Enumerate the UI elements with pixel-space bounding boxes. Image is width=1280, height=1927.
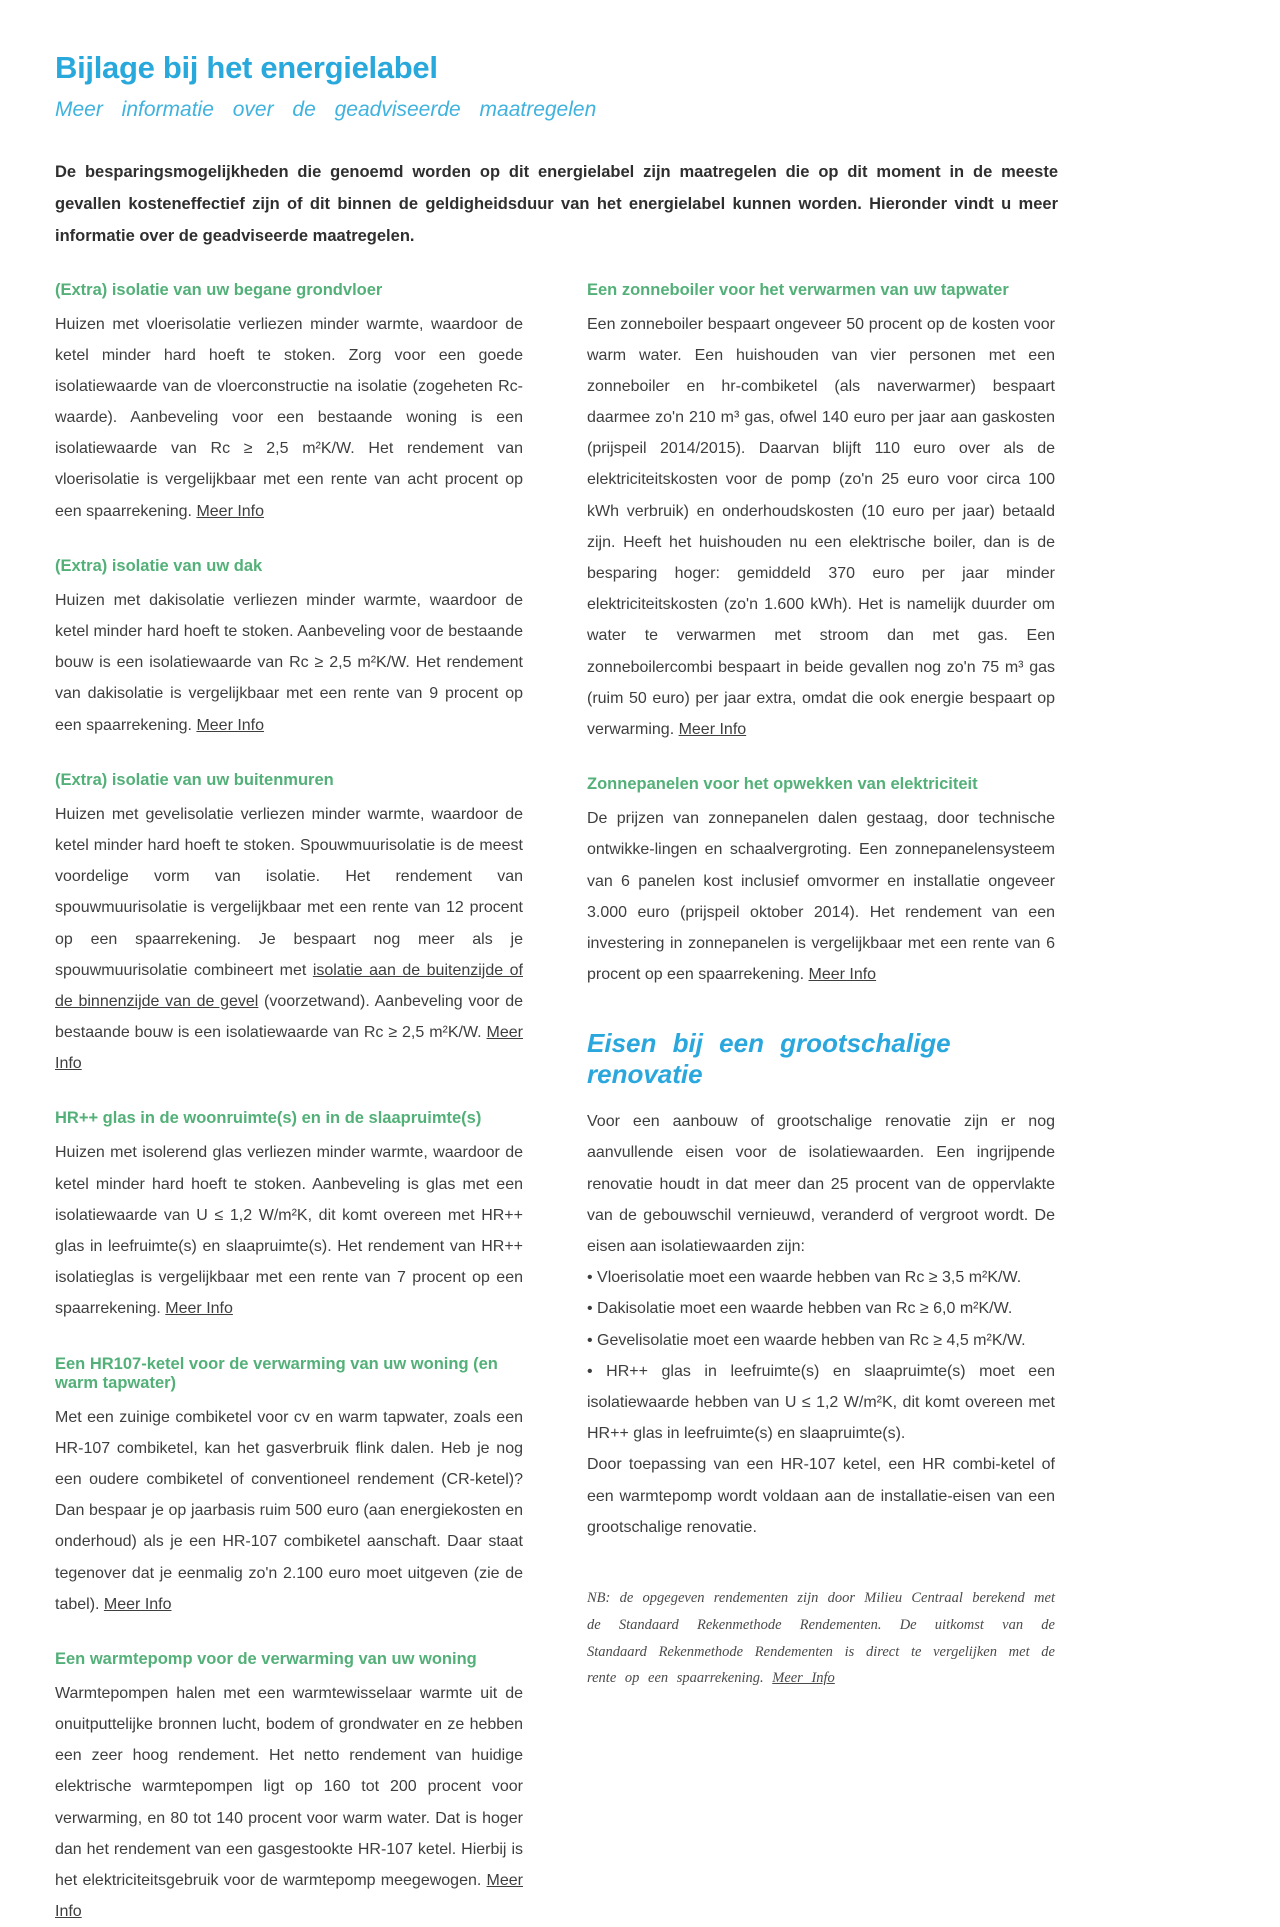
section-hr-glass bbox=[55, 1109, 523, 1324]
section-floor-insulation bbox=[55, 281, 523, 527]
page-subtitle: Meer informatie over de geadviseerde maatregelen bbox=[55, 98, 597, 121]
section-body bbox=[55, 1402, 523, 1620]
more-info-link[interactable]: Meer Info bbox=[165, 1300, 233, 1318]
body-text: Met een zuinige combiketel voor cv en warm tapwater, zoals een HR-107 combiketel, kan het gasverbruik flink dalen. Heb je nog een oudere combiketel of conventioneel rendement (CR-ketel)? Dan bespaar je op jaarbasis ruim 500 euro (aan energiekosten en onderhoud) als je een HR-107 combiketel aanschaft. Daar staat tegenover dat je eenmalig zo'n 2.100 euro moet uitgeven (zie de tabel). bbox=[55, 1408, 523, 1613]
section-heading: (Extra) isolatie van uw begane grondvloer bbox=[55, 280, 383, 299]
section-heading: HR++ glas in de woonruimte(s) en in de slaapruimte(s) bbox=[55, 1109, 482, 1128]
nb-footnote bbox=[587, 1585, 1055, 1692]
section-solar-panels bbox=[587, 775, 1055, 990]
section-solar-boiler bbox=[587, 281, 1055, 746]
section-body bbox=[55, 1678, 523, 1927]
renovation-bullet-floor: • Vloerisolatie moet een waarde hebben van Rc ≥ 3,5 m²K/W. bbox=[587, 1269, 1022, 1287]
body-text: Warmtepompen halen met een warmtewisselaar warmte uit de onuitputtelijke bronnen lucht, bodem of grondwater en ze hebben een zeer hoog rendement. Het netto rendement van huidige elektrische warmtepompen ligt op 160 tot 200 procent voor verwarming, en 80 tot 140 procent voor warm water. Dat is hoger dan het rendement van een gasgestookte HR-107 ketel. Hierbij is het elektriciteitsgebruik voor de warmtepomp meegewogen. bbox=[55, 1684, 523, 1890]
more-info-link[interactable]: Meer Info bbox=[196, 716, 265, 734]
section-heading: Een HR107-ketel voor de verwarming van uw woning (en warm tapwater) bbox=[55, 1354, 498, 1392]
section-body bbox=[55, 799, 523, 1080]
more-info-link[interactable]: Meer Info bbox=[808, 966, 877, 984]
section-body bbox=[587, 803, 1055, 990]
body-text: Een zonneboiler bespaart ongeveer 50 procent op de kosten voor warm water. Een huishouden van vier personen met een zonneboiler en hr-combiketel (als naverwarmer) bespaart daarmee zo'n 210 m³ gas, ofwel 140 euro per jaar aan gaskosten (prijspeil 2014/2015). Daarvan blijft 110 euro over als de elektriciteitskosten voor de pomp (zo'n 25 euro voor circa 100 kWh verbruik) en onderhoudskosten (10 euro per jaar) betaald zijn. Heeft het huishouden nu een elektrische boiler, dan is de besparing hoger: gemiddeld 370 euro per jaar minder elektriciteitskosten (zo'n 1.600 kWh). Het is namelijk duurder om water te verwarmen met stroom dan met gas. Een zonneboilercombi bespaart in beide gevallen nog zo'n 75 m³ gas (ruim 50 euro) per jaar extra, omdat die ook energie bespaart op verwarming. bbox=[587, 315, 1055, 738]
two-column-layout bbox=[55, 281, 1058, 1927]
more-info-link[interactable]: Meer Info bbox=[103, 1595, 172, 1613]
right-column bbox=[587, 281, 1055, 1927]
section-body bbox=[55, 1137, 523, 1324]
body-text: (voorzetwand). Aanbeveling voor de bestaande bouw is een isolatiewaarde van Rc ≥ 2,5 m²K/W. bbox=[55, 992, 523, 1042]
renovation-bullet-glass: • HR++ glas in leefruimte(s) en slaapruimte(s) moet een isolatiewaarde hebben van U ≤ 1,2 W/m²K, dit komt overeen met HR++ glas in leefruimte(s) en slaapruimte(s). bbox=[587, 1362, 1055, 1443]
more-info-link[interactable]: Meer Info bbox=[678, 720, 747, 738]
nb-text: NB: de opgegeven rendementen zijn door Milieu Centraal berekend met de Standaard Rekenmethode Rendementen. De uitkomst van de Standaard Rekenmethode Rendementen is direct te vergelijken met de rente op een spaarrekening. bbox=[587, 1589, 1055, 1687]
left-column bbox=[55, 281, 523, 1927]
section-body bbox=[55, 309, 523, 527]
body-text: Huizen met vloerisolatie verliezen minder warmte, waardoor de ketel minder hard hoeft te stoken. Zorg voor een goede isolatiewaarde van de vloerconstructie na isolatie (zogeheten Rc-waarde). Aanbeveling voor een bestaande woning is een isolatiewaarde van Rc ≥ 2,5 m²K/W. Het rendement van vloerisolatie is vergelijkbaar met een rente van acht procent op een spaarrekening. bbox=[55, 315, 523, 520]
section-heading: (Extra) isolatie van uw dak bbox=[55, 556, 263, 575]
section-heat-pump bbox=[55, 1650, 523, 1927]
more-info-link[interactable]: Meer Info bbox=[55, 1024, 523, 1073]
renovation-outro: Door toepassing van een HR-107 ketel, een HR combi-ketel of een warmtepomp wordt voldaan aan de installatie-eisen van een grootschalige renovatie. bbox=[587, 1456, 1055, 1536]
section-heading: (Extra) isolatie van uw buitenmuren bbox=[55, 770, 334, 789]
renovation-intro: Voor een aanbouw of grootschalige renovatie zijn er nog aanvullende eisen voor de isolatiewaarden. Een ingrijpende renovatie houdt in dat meer dan 25 procent van de oppervlakte van de gebouwschil vernieuwd, veranderd of vergroot wordt. De eisen aan isolatiewaarden zijn: bbox=[587, 1113, 1055, 1256]
section-renovation-requirements bbox=[587, 1028, 1055, 1543]
body-text: De prijzen van zonnepanelen dalen gestaag, door technische ontwikke-lingen en schaalvergroting. Een zonnepanelensysteem van 6 panelen kost inclusief omvormer en installatie ongeveer 3.000 euro (prijspeil oktober 2014). Het rendement van een investering in zonnepanelen is vergelijkbaar met een rente van 6 procent op een spaarrekening. bbox=[587, 810, 1055, 984]
body-text: Huizen met gevelisolatie verliezen minder warmte, waardoor de ketel minder hard hoeft te stoken. Spouwmuurisolatie is de meest voordelige vorm van isolatie. Het rendement van spouwmuurisolatie is vergelijkbaar met een rente van 12 procent op een spaarrekening. Je bespaart nog meer als je spouwmuurisolatie combineert met bbox=[55, 805, 523, 979]
section-wall-insulation bbox=[55, 771, 523, 1080]
section-heading: Een zonneboiler voor het verwarmen van uw tapwater bbox=[587, 280, 1009, 299]
section-hr107-boiler bbox=[55, 1355, 523, 1620]
inline-link[interactable]: isolatie aan de buitenzijde of de binnenzijde van de gevel bbox=[55, 961, 523, 1010]
section-body bbox=[55, 585, 523, 741]
body-text: Huizen met isolerend glas verliezen minder warmte, waardoor de ketel minder hard hoeft te stoken. Aanbeveling is glas met een isolatiewaarde van U ≤ 1,2 W/m²K, dit komt overeen met HR++ glas in leefruimte(s) en slaapruimte(s). Het rendement van HR++ isolatieglas is vergelijkbaar met een rente van 7 procent op een spaarrekening. bbox=[55, 1144, 523, 1318]
more-info-link[interactable]: Meer Info bbox=[772, 1670, 835, 1687]
more-info-link[interactable]: Meer Info bbox=[196, 502, 265, 520]
body-text: Huizen met dakisolatie verliezen minder warmte, waardoor de ketel minder hard hoeft te stoken. Aanbeveling voor de bestaande bouw is een isolatiewaarde van Rc ≥ 2,5 m²K/W. Het rendement van dakisolatie is vergelijkbaar met een rente van 9 procent op een spaarrekening. bbox=[55, 591, 523, 734]
section-roof-insulation bbox=[55, 557, 523, 741]
section-heading: Een warmtepomp voor de verwarming van uw woning bbox=[55, 1649, 477, 1668]
section-heading: Zonnepanelen voor het opwekken van elektriciteit bbox=[587, 775, 978, 794]
renovation-bullet-wall: • Gevelisolatie moet een waarde hebben van Rc ≥ 4,5 m²K/W. bbox=[587, 1331, 1026, 1349]
intro-paragraph: De besparingsmogelijkheden die genoemd worden op dit energielabel zijn maatregelen die op dit moment in de meeste gevallen kosteneffectief zijn of dit binnen de geldigheidsduur van het energielabel kunnen worden. Hieronder vindt u meer informatie over de geadviseerde maatregelen. bbox=[55, 163, 1058, 246]
more-info-link[interactable]: Meer Info bbox=[55, 1872, 523, 1921]
section-body bbox=[587, 309, 1055, 746]
page-title: Bijlage bij het energielabel bbox=[55, 50, 438, 85]
renovation-bullet-roof: • Dakisolatie moet een waarde hebben van Rc ≥ 6,0 m²K/W. bbox=[587, 1300, 1013, 1318]
renovation-heading: Eisen bij een grootschalige renovatie bbox=[587, 1028, 951, 1090]
